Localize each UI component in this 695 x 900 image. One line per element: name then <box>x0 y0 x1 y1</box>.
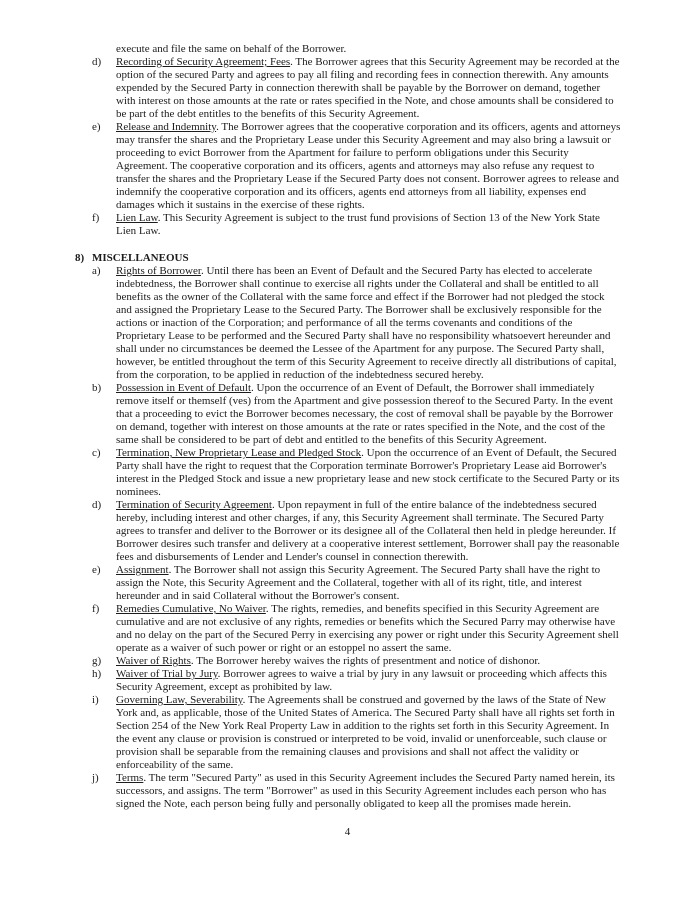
clause-item <box>92 668 622 694</box>
clause-item <box>92 564 622 603</box>
clause-body: . The Borrower shall not assign this Security Agreement. The Secured Party shall have the right to assign the Note, this Security Agreement and the Collateral, together with all of its right, title, and interest hereunder and in said Collateral without the Borrower's consent. <box>116 564 601 602</box>
clause-heading: Waiver of Rights <box>116 655 191 667</box>
clause-label: i) <box>92 694 99 706</box>
page-number: 4 <box>344 826 351 838</box>
clause-item <box>92 694 622 772</box>
clause-text <box>116 56 622 121</box>
clause-body: . Until there has been an Event of Default and the Secured Party has elected to accelerate indebtedness, the Borrower shall continue to exercise all rights under the Collateral and shall be entitled to all benefits as the owner of the Collateral with the same force and effect if the Borrower had not pledged the stock and assigned the Proprietary Lease to the Secured Party. The Borrower shall be exclusively responsible for the actions or inaction of the Corporation; and performance of all the terms covenants and conditions of the Proprietary Lease to be performed and the Secured Party shall have no responsibility whatsoevert hereunder and shall under no circumstances be deemed the Lessee of the Apartment for any purpose. The Secured Party shall, however, be entitled throughout the term of this Security Agreement to receive directly all distributions of capital, from the corporation, to be applied in reduction of the indebtedness secured hereby. <box>116 265 617 381</box>
clause-item <box>92 499 622 564</box>
clause-label: f) <box>92 212 100 224</box>
clause-item <box>92 772 622 811</box>
clause-heading: Rights of Borrower <box>116 265 201 277</box>
clause-label: f) <box>92 603 100 615</box>
clause-heading: Governing Law, Severability <box>116 694 243 706</box>
clause-text <box>116 447 622 499</box>
section-number: 8) <box>75 252 85 264</box>
clause-heading: Possession in Event of Default <box>116 382 252 394</box>
clause-body: . Upon the occurrence of an Event of Default, the Secured Party shall have the right to request that the Corporation terminate Borrower's Proprietary Lease aid Borrower's interest in the Pledged Stock and issue a new proprietary lease and new stock certificate to the Secured Party or its nominees. <box>116 447 620 498</box>
clause-item <box>92 655 622 668</box>
clause-item <box>92 56 622 121</box>
clause-item <box>92 212 622 238</box>
clause-label: d) <box>92 56 102 68</box>
clause-body: . Upon the occurrence of an Event of Default, the Borrower shall immediately remove itself or themself (ves) from the Apartment and give possession thereof to the Secured Party. In the event that a proceeding to evict the Borrower becomes necessary, the cost of removal shall be payable by the Borrower on demand, together with interest on those amounts at the rate or rates specified in the Note, and the cost of the same shall be considered to be part of debt and entitled to the benefits of this Security Agreement. <box>116 382 613 446</box>
clause-item <box>92 265 622 382</box>
clause-body: . The Borrower agrees that the cooperative corporation and its officers, agents and attorneys may transfer the shares and the Proprietary Lease under this Security Agreement and may also bring a lawsuit or proceeding to evict Borrower from the Apartment for failure to perform obligations under this Security Agreement. The cooperative corporation and its officers, agents and attorneys may also refuse any request to transfer the shares and the Proprietary Lease if the Secured Party does not consent. Borrower agrees to release and indemnify the cooperative corporation and its officers, agents end attorneys from all liability, expenses end damages which it sustains in the exercise of these rights. <box>116 121 621 211</box>
clause-body: . The rights, remedies, and benefits specified in this Security Agreement are cumulative and are not exclusive of any rights, remedies or benefits which the Secured Parry may otherwise have and no delay on the part of the Secured Perry in exercising any power or right under this Security Agreement shell operate as a waiver of such power or right or an estoppel no assert the same. <box>116 603 619 654</box>
clause-body: . The Agreements shall be construed and governed by the laws of the State of New York and, as applicable, those of the United States of America. The Secured Party shall have all rights set forth in Section 254 of the New York Real Property Law in addition to the rights set forth in this Security Agreement. In the event any clause or provision is construed or interpreted to be void, invalid or unenforceable, such clause or provision shall be separable from the remaining clauses and provisions and shall not affect the validity or enforceability of the same. <box>116 694 615 771</box>
section-title: MISCELLANEOUS <box>92 252 189 264</box>
clause-item <box>92 603 622 655</box>
clause-heading: Termination of Security Agreement <box>116 499 272 511</box>
clause-body: . The term "Secured Party" as used in this Security Agreement includes the Secured Party named herein, its successors, and assigns. The term "Borrower" as used in this Security Agreement includes each person who has signed the Note, each person being fully and personally obligated to keep all the promises made herein. <box>116 772 615 810</box>
clause-label: e) <box>92 564 101 576</box>
clause-heading: Termination, New Proprietary Lease and Pledged Stock <box>116 447 362 459</box>
page-content <box>75 43 622 811</box>
clause-item <box>92 382 622 447</box>
clause-label: a) <box>92 265 101 277</box>
clause-label: b) <box>92 382 102 394</box>
clause-heading: Assignment <box>116 564 169 576</box>
clause-text <box>116 121 622 212</box>
clause-body: . Borrower agrees to waive a trial by jury in any lawsuit or proceeding which affects this Security Agreement, except as prohibited by law. <box>116 668 607 693</box>
clause-text <box>116 382 622 447</box>
section-header <box>75 252 622 265</box>
clause-text <box>116 668 622 694</box>
clause-label: d) <box>92 499 102 511</box>
clause-item <box>92 121 622 212</box>
clause-body: . The Borrower agrees that this Security Agreement may be recorded at the option of the secured Party and agrees to pay all filing and recording fees in connection therewith. Any amounts expended by the Secured Party in connection therewith shall be payable by the Borrower on demand, together with interest on those amounts at the rate or rates specified in the Note, and chose amounts shall be considered to be part of the debt entitles to the benefits of this Security Agreement. <box>116 56 620 120</box>
clause-heading: Recording of Security Agreement; Fees <box>116 56 291 68</box>
clause-text <box>116 499 622 564</box>
clause-text <box>116 564 622 603</box>
clause-text <box>116 212 622 238</box>
clause-body: . This Security Agreement is subject to the trust fund provisions of Section 13 of the New York State Lien Law. <box>116 212 600 237</box>
clause-text <box>116 603 622 655</box>
clause-heading: Waiver of Trial by Jury <box>116 668 218 680</box>
clause-label: j) <box>92 772 99 784</box>
clause-heading: Lien Law <box>116 212 158 224</box>
clause-body: . The Borrower hereby waives the rights of presentment and notice of dishonor. <box>190 655 541 667</box>
clause-text <box>116 655 622 668</box>
clause-label: g) <box>92 655 102 667</box>
clause-item <box>92 447 622 499</box>
clause-label: c) <box>92 447 101 459</box>
clause-body: . Upon repayment in full of the entire balance of the indebtedness secured hereby, including interest and other charges, if any, this Security Agreement shall terminate. The Secured Party agrees to transfer and deliver to the Borrower or its designee all of the Collateral then held in pledge hereunder. If Borrower desires such transfer and delivery at a cooperative interest settlement, Borrower shall pay the reasonable fees and disbursements of Lender and Lender's counsel in connection therewith. <box>116 499 620 563</box>
clause-label: e) <box>92 121 101 133</box>
clause-heading: Remedies Cumulative, No Waiver <box>116 603 266 615</box>
clause-heading: Terms <box>116 772 144 784</box>
clause-text <box>116 694 622 772</box>
clause-text <box>116 265 622 382</box>
continuation-line: execute and file the same on behalf of the Borrower. <box>116 43 347 55</box>
clause-label: h) <box>92 668 102 680</box>
clause-heading: Release and Indemnity <box>116 121 217 133</box>
clause-text <box>116 772 622 811</box>
